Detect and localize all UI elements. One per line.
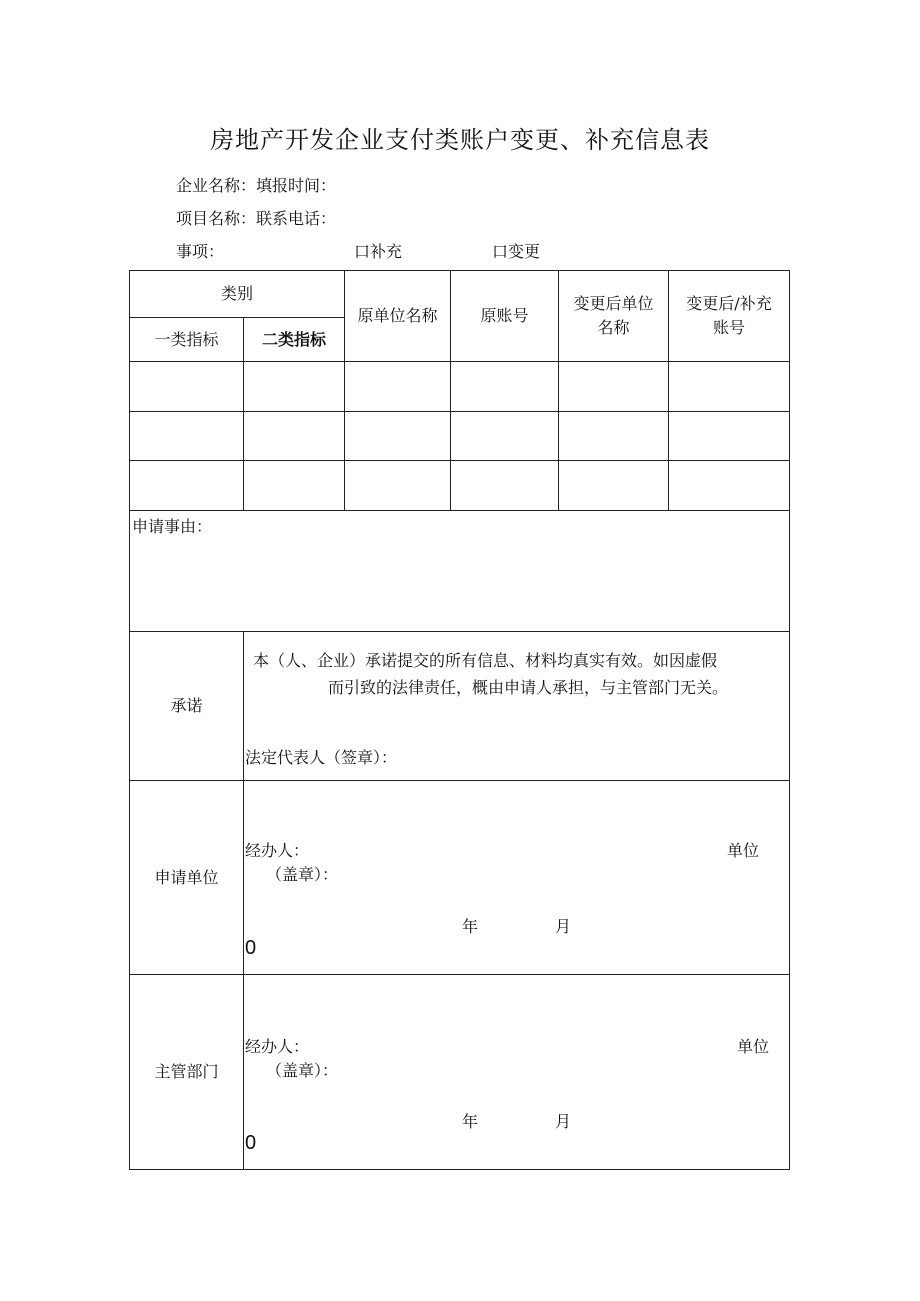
promise-text-line1: 本（人、企业）承诺提交的所有信息、材料均真实有效。如因虚假 <box>253 651 718 670</box>
table-border-bottom <box>129 1169 790 1170</box>
company-name-fill-time: 企业名称：填报时间： <box>176 176 337 195</box>
option-supplement[interactable]: 口补充 <box>354 242 403 261</box>
authority-unit: 单位 <box>737 1037 770 1056</box>
level2-header: 二类指标 <box>261 329 326 349</box>
orig-account-header: 原账号 <box>480 306 529 325</box>
applicant-handler: 经办人： <box>245 841 310 860</box>
table-border-right <box>789 270 790 1170</box>
row-line-header <box>129 361 790 362</box>
authority-year: 年 <box>462 1112 479 1131</box>
legal-rep-signature: 法定代表人（签章）： <box>245 748 398 767</box>
row-line-2 <box>129 460 790 461</box>
authority-label: 主管部门 <box>154 1062 219 1081</box>
authority-month: 月 <box>555 1112 572 1131</box>
new-account-header <box>669 271 789 361</box>
applicant-year: 年 <box>462 917 479 936</box>
row-line-3 <box>129 510 790 511</box>
promise-label: 承诺 <box>170 696 203 715</box>
applicant-label: 申请单位 <box>154 867 219 887</box>
level1-header: 一类指标 <box>154 329 219 349</box>
promise-text-line2: 而引致的法律责任，概由申请人承担，与主管部门无关。 <box>328 678 729 697</box>
applicant-month: 月 <box>555 917 572 936</box>
page-title: 房地产开发企业支付类账户变更、补充信息表 <box>210 126 710 154</box>
orig-unit-header: 原单位名称 <box>357 306 438 325</box>
applicant-seal: （盖章）： <box>266 865 339 884</box>
new-unit-header <box>559 271 668 361</box>
project-name-phone: 项目名称：联系电话： <box>176 209 337 228</box>
new-unit-header-l2: 名称 <box>597 318 630 337</box>
new-unit-header-l1: 变更后单位 <box>573 294 654 313</box>
row-line-1 <box>129 411 790 412</box>
authority-handler: 经办人： <box>245 1037 310 1056</box>
applicant-unit: 单位 <box>727 841 760 860</box>
reason-label: 申请事由： <box>132 517 213 536</box>
category-header: 类别 <box>220 284 253 303</box>
authority-zero: 0 <box>245 1132 257 1154</box>
new-account-header-l1: 变更后/补充 <box>686 294 772 313</box>
option-change[interactable]: 口变更 <box>492 242 541 261</box>
authority-seal: （盖章）： <box>266 1061 339 1080</box>
applicant-zero: 0 <box>245 937 257 959</box>
new-account-header-l2: 账号 <box>712 318 745 337</box>
matter-label: 事项： <box>176 242 225 261</box>
label-col-line <box>243 631 244 1169</box>
